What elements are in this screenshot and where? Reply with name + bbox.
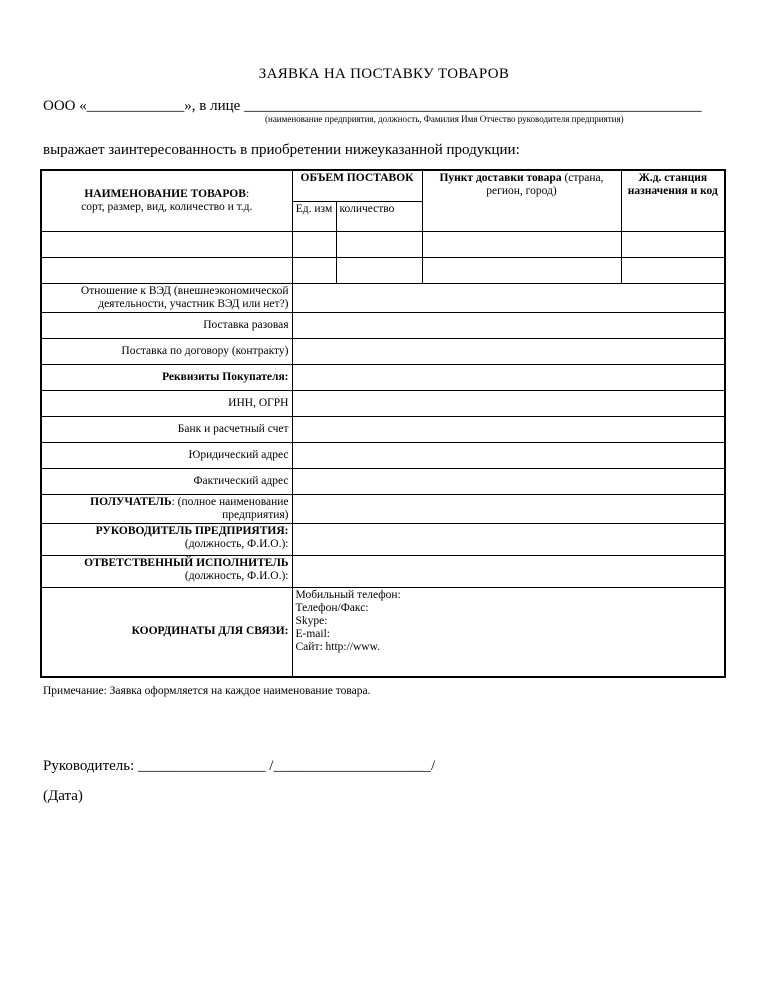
- actual-address-field[interactable]: [292, 468, 725, 494]
- ved-label: Отношение к ВЭД (внешнеэкономической деятельности, участник ВЭД или нет?): [41, 283, 292, 312]
- goods-header-cell: НАИМЕНОВАНИЕ ТОВАРОВ: сорт, размер, вид, количество и т.д.: [41, 170, 292, 231]
- inn-field[interactable]: [292, 390, 725, 416]
- goods-name-field[interactable]: [41, 257, 292, 283]
- contract-label: Поставка по договору (контракту): [41, 338, 292, 364]
- director-label: РУКОВОДИТЕЛЬ ПРЕДПРИЯТИЯ: (должность, Ф.И.О.):: [41, 523, 292, 555]
- recipient-field[interactable]: [292, 494, 725, 523]
- bank-label: Банк и расчетный счет: [41, 416, 292, 442]
- legal-address-field[interactable]: [292, 442, 725, 468]
- signature-line: Руководитель: _________________ /_____________________/: [43, 758, 436, 774]
- legal-address-label: Юридический адрес: [41, 442, 292, 468]
- goods-name-field[interactable]: [41, 231, 292, 257]
- note-text: Примечание: Заявка оформляется на каждое наименование товара.: [43, 685, 371, 697]
- actual-address-label: Фактический адрес: [41, 468, 292, 494]
- quantity-field[interactable]: [336, 257, 422, 283]
- bank-field[interactable]: [292, 416, 725, 442]
- delivery-header: Пункт доставки товара (страна, регион, город): [422, 170, 621, 231]
- inn-label: ИНН, ОГРН: [41, 390, 292, 416]
- responsible-label: ОТВЕТСТВЕННЫЙ ИСПОЛНИТЕЛЬ (должность, Ф.И.О.):: [41, 555, 292, 587]
- document-title: ЗАЯВКА НА ПОСТАВКУ ТОВАРОВ: [258, 66, 510, 82]
- station-header: Ж.д. станция назначения и код: [621, 170, 725, 231]
- contacts-field[interactable]: [292, 587, 725, 677]
- buyer-details-field[interactable]: [292, 364, 725, 390]
- station-field[interactable]: [621, 257, 725, 283]
- goods-row: [41, 257, 725, 283]
- date-label: (Дата): [43, 788, 83, 804]
- intro-line: ООО «_____________», в лице _____________________________________________________________: [43, 98, 702, 114]
- interest-line: выражает заинтересованность в приобретении нижеуказанной продукции:: [43, 142, 520, 158]
- recipient-label: ПОЛУЧАТЕЛЬ: (полное наименование предприятия): [41, 494, 292, 523]
- contract-field[interactable]: [292, 338, 725, 364]
- director-field[interactable]: [292, 523, 725, 555]
- contact-line-phone-fax: Телефон/Факс:: [295, 601, 369, 614]
- one-time-field[interactable]: [292, 312, 725, 338]
- order-form-table: [40, 169, 726, 678]
- quantity-header: количество: [336, 201, 422, 231]
- quantity-field[interactable]: [336, 231, 422, 257]
- goods-row: [41, 231, 725, 257]
- delivery-field[interactable]: [422, 257, 621, 283]
- unit-header: Ед. изм: [292, 201, 336, 231]
- volume-header: ОБЪЕМ ПОСТАВОК: [292, 170, 422, 201]
- contacts-label: КООРДИНАТЫ ДЛЯ СВЯЗИ:: [41, 587, 292, 677]
- one-time-label: Поставка разовая: [41, 312, 292, 338]
- buyer-details-label: Реквизиты Покупателя:: [41, 364, 292, 390]
- contact-line-email: E-mail:: [295, 627, 330, 640]
- station-field[interactable]: [621, 231, 725, 257]
- unit-field[interactable]: [292, 257, 336, 283]
- ved-field[interactable]: [292, 283, 725, 312]
- contact-line-mobile: Мобильный телефон:: [295, 588, 401, 601]
- goods-header-title: НАИМЕНОВАНИЕ ТОВАРОВ: [84, 187, 246, 200]
- contact-line-skype: Skype:: [295, 614, 328, 627]
- delivery-field[interactable]: [422, 231, 621, 257]
- goods-header-sub: сорт, размер, вид, количество и т.д.: [81, 200, 253, 213]
- contact-line-site: Сайт: http://www.: [295, 640, 381, 653]
- responsible-field[interactable]: [292, 555, 725, 587]
- unit-field[interactable]: [292, 231, 336, 257]
- intro-hint: (наименование предприятия, должность, Фамилия Имя Отчество руководителя предприятия): [265, 114, 624, 124]
